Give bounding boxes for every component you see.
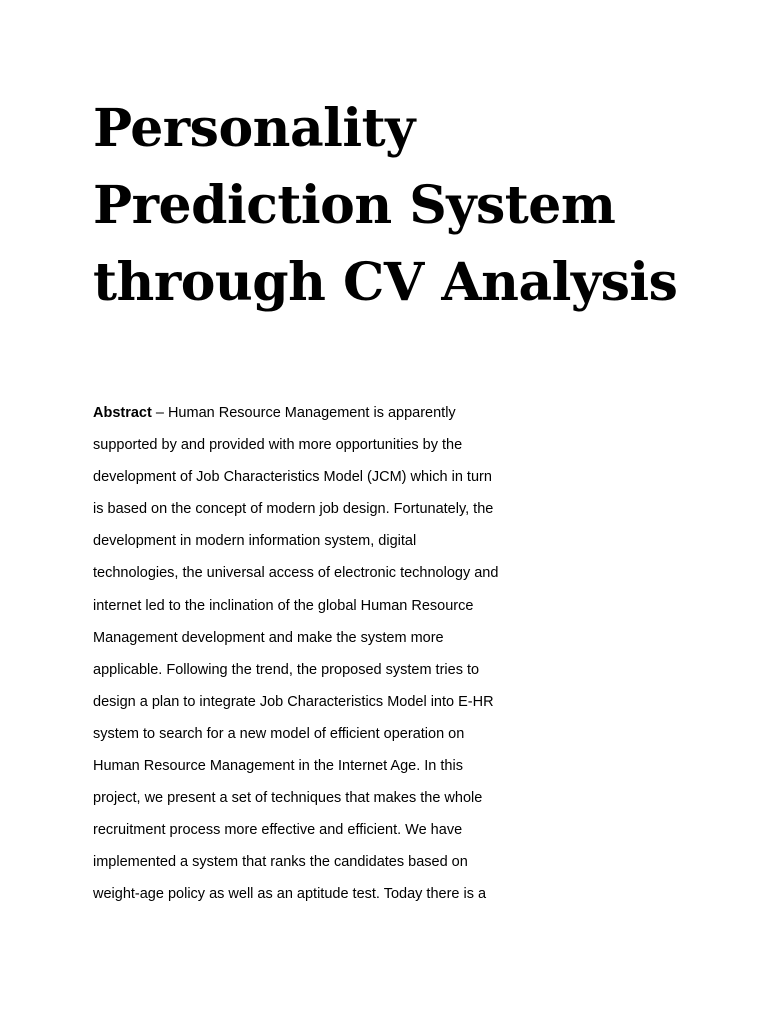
- abstract-line: implemented a system that ranks the candidates based on: [93, 854, 468, 871]
- document-title: [93, 90, 733, 321]
- abstract-line: Management development and make the system more: [93, 629, 444, 646]
- title-line: through CV Analysis: [93, 252, 678, 313]
- abstract-line: project, we present a set of techniques that makes the whole: [93, 790, 483, 807]
- abstract-line: is based on the concept of modern job design. Fortunately, the: [93, 501, 494, 518]
- abstract-line: development in modern information system, digital: [93, 533, 417, 550]
- abstract-line: design a plan to integrate Job Characteristics Model into E-HR: [93, 693, 494, 710]
- abstract-line: supported by and provided with more opportunities by the: [93, 437, 463, 454]
- abstract-line: internet led to the inclination of the global Human Resource: [93, 597, 474, 614]
- abstract-line: system to search for a new model of efficient operation on: [93, 725, 465, 742]
- abstract-line: recruitment process more effective and efficient. We have: [93, 822, 463, 839]
- abstract-line: Human Resource Management in the Internet Age. In this: [93, 758, 463, 775]
- abstract-line: weight-age policy as well as an aptitude test. Today there is a: [93, 886, 487, 903]
- title-line: Personality: [93, 98, 415, 159]
- abstract-line: development of Job Characteristics Model (JCM) which in turn: [93, 469, 492, 486]
- abstract-line: [93, 397, 613, 429]
- abstract-line: technologies, the universal access of electronic technology and: [93, 565, 499, 582]
- abstract-label: Abstract: [93, 405, 152, 421]
- title-line: Prediction System: [93, 175, 616, 236]
- abstract-paragraph: [93, 397, 613, 911]
- abstract-text: – Human Resource Management is apparently: [151, 405, 456, 421]
- abstract-line: applicable. Following the trend, the proposed system tries to: [93, 661, 480, 678]
